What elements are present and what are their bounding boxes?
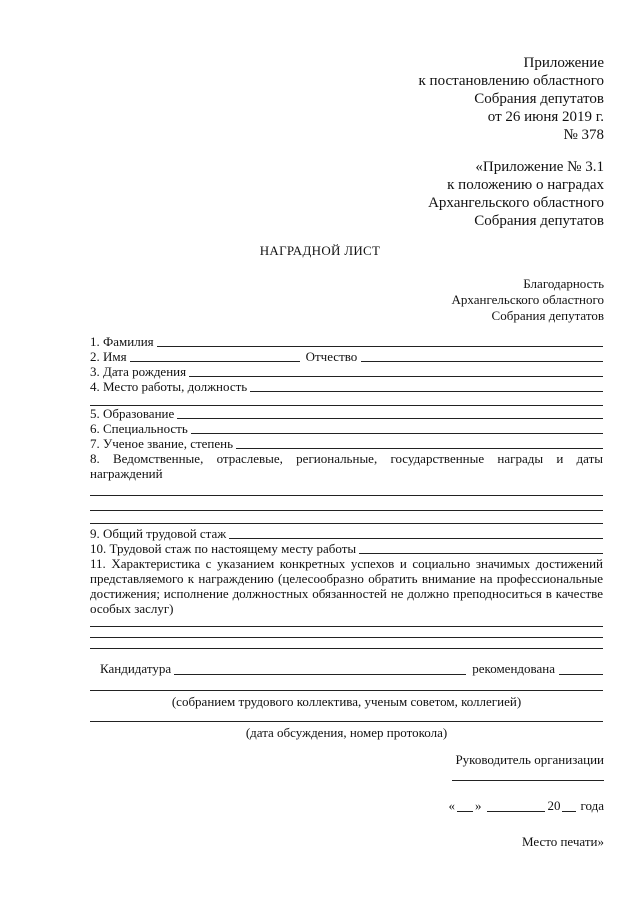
degree-label: 7. Ученое звание, степень [90, 436, 234, 451]
candidacy-field[interactable] [174, 663, 466, 675]
appendix-header [419, 54, 604, 144]
recommended-by-line[interactable] [90, 690, 603, 691]
quote-open: « [448, 798, 455, 813]
discussion-hint: (дата обсуждения, номер протокола) [245, 725, 448, 740]
total-experience-row [90, 526, 603, 541]
specialty-row [90, 421, 603, 436]
page-title: НАГРАДНОЙ ЛИСТ [259, 243, 381, 258]
education-label: 5. Образование [90, 406, 175, 421]
degree-row [90, 436, 603, 451]
recommended-field[interactable] [559, 663, 603, 675]
recommendation-row [100, 662, 603, 677]
appendix-line: от 26 июня 2019 г. [487, 109, 604, 125]
surname-row [90, 334, 603, 349]
workplace-row [90, 379, 603, 394]
specialty-label: 6. Специальность [90, 421, 188, 436]
award-type [452, 276, 604, 324]
patronymic-field[interactable] [361, 350, 603, 362]
quote-close: » [474, 798, 482, 813]
workplace-field[interactable] [250, 380, 603, 392]
workplace-label: 4. Место работы, должность [90, 379, 248, 394]
award-line: Собрания депутатов [491, 308, 604, 323]
regulation-line: Собрания депутатов [474, 213, 604, 229]
candidacy-label: Кандидатура [100, 661, 172, 676]
award-line: Архангельского областного [451, 292, 604, 307]
recommendation-line [100, 662, 603, 677]
surname-field[interactable] [157, 335, 603, 347]
regulation-line: к положению о наградах [447, 177, 604, 193]
characteristics-line-3[interactable] [90, 638, 603, 649]
day-field[interactable] [457, 800, 473, 812]
appendix-line: к постановлению областного [418, 73, 604, 89]
awards-line-3[interactable] [90, 511, 603, 524]
award-line: Благодарность [523, 276, 604, 291]
education-row [90, 406, 603, 421]
regulation-line: Архангельского областного [428, 195, 604, 211]
current-experience-field[interactable] [359, 542, 603, 554]
head-of-organization-label: Руководитель организации [455, 752, 604, 767]
patronymic-label: Отчество [305, 349, 358, 364]
regulation-header [428, 158, 604, 230]
awards-label: 8. Ведомственные, отраслевые, региональные, государственные награды и даты награждений [90, 451, 603, 481]
appendix-line: Собрания депутатов [474, 91, 604, 107]
awards-line-1[interactable] [90, 481, 603, 496]
date-row [448, 798, 604, 814]
characteristics-label: 11. Характеристика с указанием конкретных успехов и социально значимых достижений представляемого к награждению (целесообразно обратить внимание на профессиональные достижения; исполнение должностных обязанностей не должно преподноситься в качестве особых заслуг) [90, 556, 603, 616]
century-label: 20 [547, 798, 561, 813]
current-experience-label: 10. Трудовой стаж по настоящему месту работы [90, 541, 357, 556]
appendix-line: Приложение [523, 55, 604, 71]
birthdate-field[interactable] [189, 365, 603, 377]
awards-line-2[interactable] [90, 496, 603, 511]
name-field[interactable] [130, 350, 300, 362]
name-row [90, 349, 603, 364]
year-word: года [580, 798, 604, 813]
characteristics-line-1[interactable] [90, 616, 603, 627]
total-experience-field[interactable] [229, 527, 603, 539]
current-experience-row [90, 541, 603, 556]
degree-field[interactable] [236, 437, 603, 449]
recommended-by-hint: (собранием трудового коллектива, ученым советом, коллегией) [171, 694, 522, 709]
award-form [90, 334, 603, 649]
regulation-line: «Приложение № 3.1 [475, 159, 604, 175]
education-field[interactable] [177, 407, 603, 419]
month-field[interactable] [487, 800, 545, 812]
characteristics-line-2[interactable] [90, 627, 603, 638]
seal-place-label: Место печати» [521, 834, 604, 849]
birthdate-row [90, 364, 603, 379]
workplace-extra-line[interactable] [90, 394, 603, 406]
discussion-line[interactable] [90, 721, 603, 722]
year-field[interactable] [562, 800, 576, 812]
total-experience-label: 9. Общий трудовой стаж [90, 526, 227, 541]
appendix-line: № 378 [563, 127, 604, 143]
birthdate-label: 3. Дата рождения [90, 364, 187, 379]
head-signature-line[interactable] [452, 780, 604, 781]
specialty-field[interactable] [191, 422, 603, 434]
surname-label: 1. Фамилия [90, 334, 154, 349]
name-label: 2. Имя [90, 349, 127, 364]
recommended-label: рекомендована [472, 661, 555, 676]
